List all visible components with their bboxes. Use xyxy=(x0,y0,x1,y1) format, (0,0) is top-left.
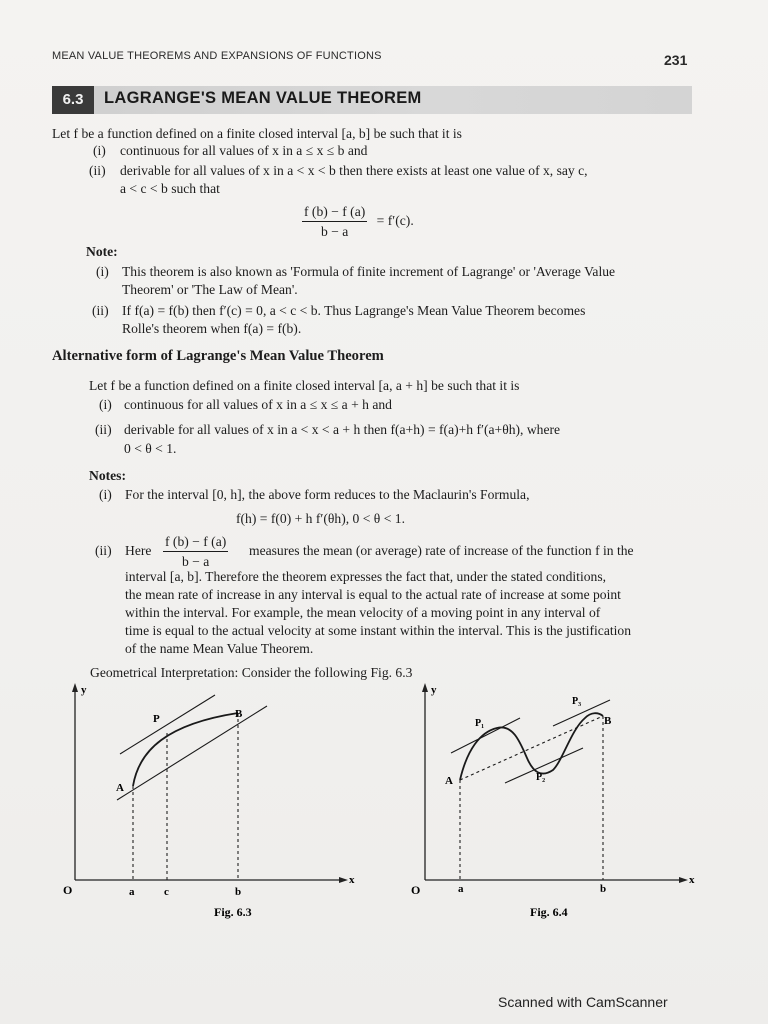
notes-1-text: For the interval [0, h], the above form reduces to the Maclaurin's Formula, xyxy=(125,487,530,502)
fig64-tangent-p1 xyxy=(451,718,520,753)
fig63-y-arrow xyxy=(72,683,78,692)
fig63-tick-b: b xyxy=(235,886,242,898)
mvt-formula xyxy=(302,203,414,240)
notes-2-line-3: the mean rate of increase in any interval is equal to the actual rate of increase at some point xyxy=(125,587,621,602)
fig64-y-arrow xyxy=(422,683,428,692)
section-title: LAGRANGE'S MEAN VALUE THEOREM xyxy=(104,89,422,107)
figure-6-3 xyxy=(55,680,375,925)
fig63-caption: Fig. 6.3 xyxy=(214,905,252,919)
fig64-y-label: y xyxy=(431,684,437,696)
condition-2-number: (ii) xyxy=(89,163,106,178)
running-head: MEAN VALUE THEOREMS AND EXPANSIONS OF FUNCTIONS xyxy=(52,50,382,62)
fig63-point-b-label: B xyxy=(235,708,243,720)
fig63-x-arrow xyxy=(339,877,348,883)
mvt-fraction xyxy=(302,203,367,240)
notes-heading: Notes: xyxy=(89,468,126,483)
alternative-2-continuation: 0 < θ < 1. xyxy=(124,441,177,456)
section-number: 6.3 xyxy=(52,86,94,114)
fig64-point-p1-label: P₁ xyxy=(475,718,485,729)
intro-text: Let f be a function defined on a finite closed interval [a, b] be such that it is xyxy=(52,126,462,141)
notes-2-after: measures the mean (or average) rate of increase of the function f in the xyxy=(249,543,634,558)
fig63-point-a-label: A xyxy=(116,782,124,794)
fig63-y-label: y xyxy=(81,684,87,696)
fig64-caption: Fig. 6.4 xyxy=(530,905,568,919)
mean-rate-denominator: b − a xyxy=(181,554,210,569)
condition-1-number: (i) xyxy=(93,143,106,158)
fig64-tick-a: a xyxy=(458,883,464,895)
notes-2-line-5: time is equal to the actual velocity at some instant within the interval. This is the justification xyxy=(125,623,632,638)
fig63-curve xyxy=(133,713,238,786)
maclaurin-formula: f(h) = f(0) + h f′(θh), 0 < θ < 1. xyxy=(236,511,405,526)
alternative-2-number: (ii) xyxy=(95,422,112,437)
fig63-point-p-label: P xyxy=(153,713,160,725)
notes-2-line-6: of the name Mean Value Theorem. xyxy=(125,641,314,656)
scanner-watermark: Scanned with CamScanner xyxy=(498,994,668,1010)
condition-2-text: derivable for all values of x in a < x < b then there exists at least one value of x, say c, xyxy=(120,163,588,178)
mvt-denominator: b − a xyxy=(320,224,349,239)
fig64-tick-b: b xyxy=(600,883,607,895)
note-2-line-1: If f(a) = f(b) then f′(c) = 0, a < c < b. Thus Lagrange's Mean Value Theorem becomes xyxy=(122,303,586,318)
notes-2-line-2: interval [a, b]. Therefore the theorem expresses the fact that, under the stated conditions, xyxy=(125,569,607,584)
fig64-x-arrow xyxy=(679,877,688,883)
note-1-line-1: This theorem is also known as 'Formula of finite increment of Lagrange' or 'Average Value xyxy=(122,264,616,279)
notes-2-number: (ii) xyxy=(95,543,112,558)
fig64-point-a-label: A xyxy=(445,775,453,787)
note-heading: Note: xyxy=(86,244,118,259)
note-2-line-2: Rolle's theorem when f(a) = f(b). xyxy=(122,321,302,336)
page-number: 231 xyxy=(664,52,688,68)
alternative-form-heading: Alternative form of Lagrange's Mean Value Theorem xyxy=(52,348,384,364)
figure-6-4 xyxy=(405,680,715,925)
fig64-point-p2-label: P₂ xyxy=(536,772,546,783)
condition-2-continuation: a < c < b such that xyxy=(120,181,220,196)
fig63-origin-label: O xyxy=(63,883,73,897)
note-1-number: (i) xyxy=(96,264,109,279)
mvt-rhs: = f′(c). xyxy=(376,212,414,228)
fig64-point-b-label: B xyxy=(604,715,612,727)
mvt-numerator: f (b) − f (a) xyxy=(302,203,367,222)
notes-2-here: Here xyxy=(125,543,152,558)
fig64-x-label: x xyxy=(689,874,695,886)
section-heading xyxy=(52,86,692,114)
mean-rate-numerator: f (b) − f (a) xyxy=(163,533,228,552)
alternative-1-text: continuous for all values of x in a ≤ x ≤ a + h and xyxy=(124,397,392,412)
notes-1-number: (i) xyxy=(99,487,112,502)
alternative-1-number: (i) xyxy=(99,397,112,412)
note-2-number: (ii) xyxy=(92,303,109,318)
notes-2-line-4: within the interval. For example, the mean velocity of a moving point in any interval of xyxy=(125,605,601,620)
fig63-tick-c: c xyxy=(164,886,169,898)
condition-1-text: continuous for all values of x in a ≤ x ≤ b and xyxy=(120,143,368,158)
fig64-point-p3-label: P₃ xyxy=(572,696,582,707)
fig63-chord-ab xyxy=(117,706,267,800)
alternative-intro: Let f be a function defined on a finite closed interval [a, a + h] be such that it is xyxy=(89,378,520,393)
geometric-interpretation-intro: Geometrical Interpretation: Consider the following Fig. 6.3 xyxy=(90,665,413,680)
fig64-origin-label: O xyxy=(411,883,421,897)
alternative-2-text: derivable for all values of x in a < x < a + h then f(a+h) = f(a)+h f′(a+θh), where xyxy=(124,422,561,437)
fig63-x-label: x xyxy=(349,874,355,886)
mean-rate-fraction xyxy=(163,533,228,570)
fig63-tick-a: a xyxy=(129,886,135,898)
note-1-line-2: Theorem' or 'The Law of Mean'. xyxy=(122,282,298,297)
